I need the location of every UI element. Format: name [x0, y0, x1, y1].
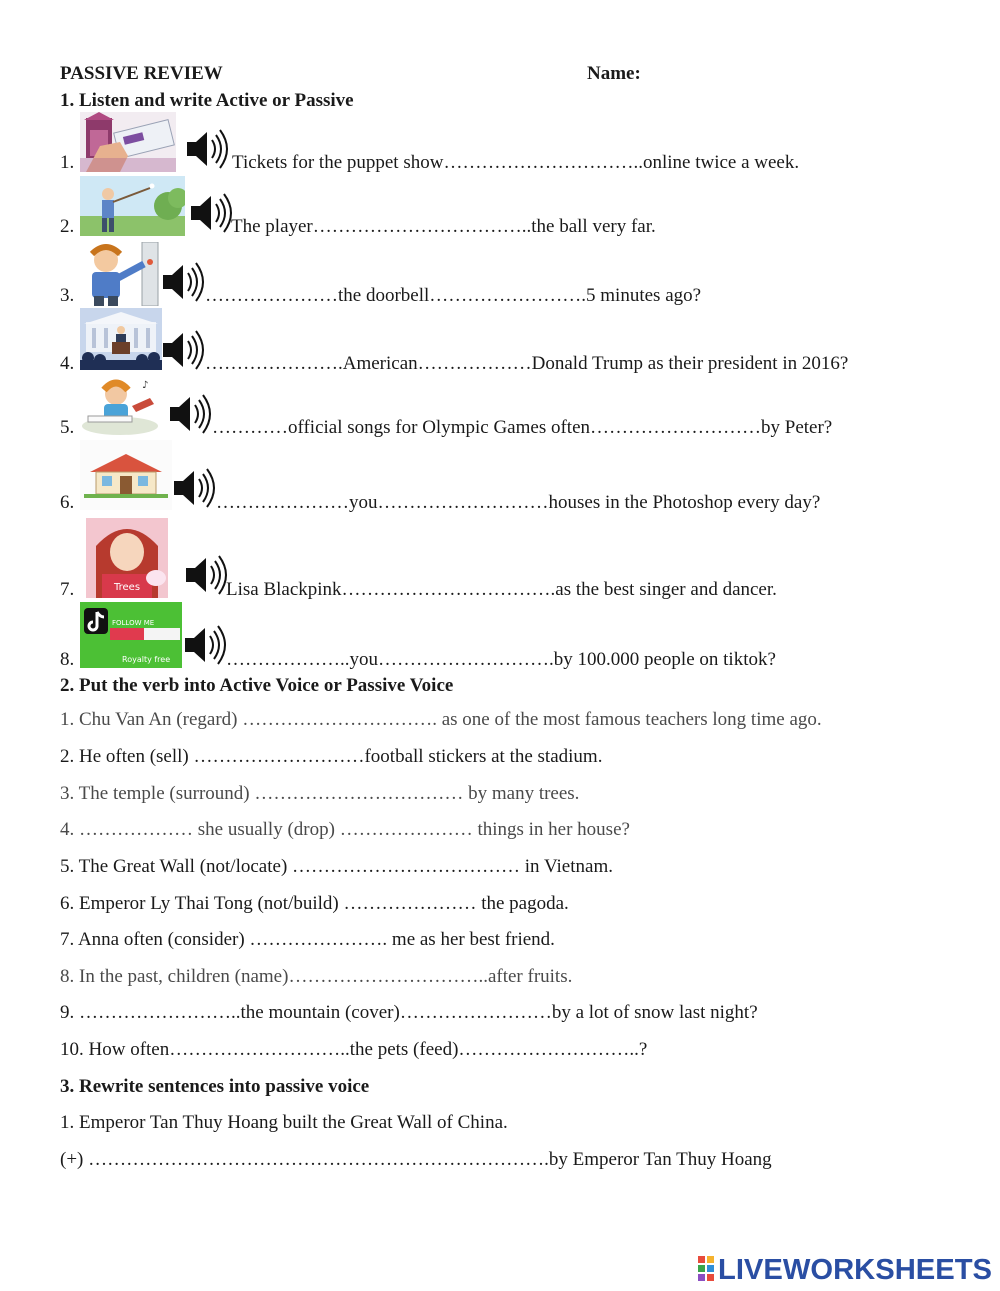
exercise2-item: 2. He often (sell) ………………………football stickers at the stadium. [60, 746, 603, 767]
exercise2-item: 4. ……………… she usually (drop) ………………… things in her house? [60, 819, 630, 840]
item6-number: 6. [60, 492, 75, 513]
audio-speaker-icon-5[interactable] [167, 391, 213, 437]
ticket-image [80, 112, 176, 172]
tiktok-follow-caption: FOLLOW ME [112, 619, 155, 627]
section2-title: 2. Put the verb into Active Voice or Passive Voice [60, 675, 454, 696]
royalty-free-label: Royalty free [122, 655, 171, 664]
exercise3-answer-line: (+) ……………………………………………………………….by Emperor Tan Thuy Hoang [60, 1149, 772, 1170]
name-label: Name: [587, 63, 641, 84]
audio-speaker-icon-6[interactable] [171, 465, 217, 511]
item5-sentence: …………official songs for Olympic Games often………………………by Peter? [212, 417, 833, 438]
item2-number: 2. [60, 216, 75, 237]
logo-text: LIVEWORKSHEETS [718, 1254, 992, 1284]
audio-speaker-icon-1[interactable] [184, 126, 230, 172]
tiktok-image [80, 602, 182, 668]
svg-text:♪: ♪ [142, 380, 149, 391]
exercise2-item: 3. The temple (surround) …………………………… by many trees. [60, 783, 580, 804]
lisa-blackpink-image [86, 518, 168, 598]
audio-speaker-icon-4[interactable] [160, 327, 206, 373]
baseball-player-image [80, 176, 185, 236]
item4-number: 4. [60, 353, 75, 374]
section1-title: 1. Listen and write Active or Passive [60, 90, 354, 111]
item7-sentence: Lisa Blackpink…………………………….as the best singer and dancer. [226, 579, 777, 600]
item3-number: 3. [60, 285, 75, 306]
exercise2-item: 8. In the past, children (name)…………………………..after fruits. [60, 966, 573, 987]
item1-number: 1. [60, 152, 75, 173]
item8-number: 8. [60, 649, 75, 670]
worksheet-title: PASSIVE REVIEW [60, 63, 223, 84]
section3-title: 3. Rewrite sentences into passive voice [60, 1076, 370, 1097]
exercise2-item: 7. Anna often (consider) …………………. me as her best friend. [60, 929, 555, 950]
item7-number: 7. [60, 579, 75, 600]
item6-sentence: …………………you………………………houses in the Photoshop every day? [216, 492, 821, 513]
item5-number: 5. [60, 417, 75, 438]
item4-sentence: ………………….American………………Donald Trump as their president in 2016? [205, 353, 849, 374]
audio-speaker-icon-3[interactable] [160, 259, 206, 305]
president-election-image [80, 308, 162, 370]
audio-speaker-icon-2[interactable] [188, 190, 234, 236]
audio-speaker-icon-8[interactable] [182, 622, 228, 668]
exercise2-item: 5. The Great Wall (not/locate) ……………………………… in Vietnam. [60, 856, 613, 877]
exercise3-item: 1. Emperor Tan Thuy Hoang built the Great Wall of China. [60, 1112, 508, 1133]
songwriter-boy-image [80, 376, 164, 436]
shirt-text: Trees [114, 582, 141, 593]
liveworksheets-logo[interactable] [696, 1250, 996, 1284]
audio-speaker-icon-7[interactable] [183, 552, 229, 598]
exercise2-item: 10. How often………………………..the pets (feed)………………………..? [60, 1039, 648, 1060]
item2-sentence: The player……………………………..the ball very far. [231, 216, 656, 237]
exercise2-item: 9. ……………………..the mountain (cover)……………………by a lot of snow last night? [60, 1002, 758, 1023]
exercise2-item: 1. Chu Van An (regard) …………………………. as one of the most famous teachers long time ago. [60, 709, 822, 730]
house-image [80, 440, 172, 510]
exercise2-item: 6. Emperor Ly Thai Tong (not/build) ………………… the pagoda. [60, 893, 569, 914]
item1-sentence: Tickets for the puppet show…………………………..online twice a week. [232, 152, 800, 173]
item3-sentence: …………………the doorbell…………………….5 minutes ago? [205, 285, 702, 306]
item8-sentence: ………………..you……………………….by 100.000 people on tiktok? [226, 649, 776, 670]
doorbell-boy-image [80, 242, 160, 306]
